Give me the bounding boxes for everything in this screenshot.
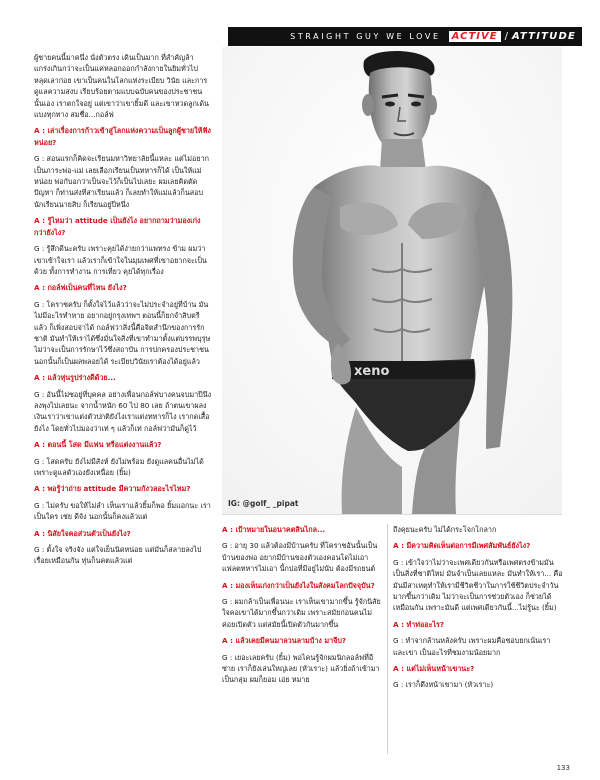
question: A : ตอนนี้ โสด มีแฟน หรือแต่งงานแล้ว? [34,440,162,450]
header-separator: / [504,31,508,42]
photo-credit: IG: @golf_ _pipat [228,499,299,508]
question: A : แต่ไม่เห็นหน้าเขานะ? [393,664,475,674]
header-strip [228,27,582,46]
answer: G : โคราชครับ ก็ตั้งใจไว้แล้วว่าจะไม่ประจำอยู่ที่บ้าน มันไม่มีอะไรทำหาย อยากอยู่กรุงเทพฯ ตอนนี้ก็ยกจำสิบตรีแล้ว ก็เพิ่งสอบจ่าได้ กอล์ฟว่าสิ่งนี้คือจิตสำนึกของการรักชาติ มันทำให้เราได้ซึ่งมั่นใจสิ่งที่เขาทำมาตั้งแต่บรรพบุรุษ ไม่ว่าจะเป็นการรักษาไว้ซึ่งสถาบัน การปกครองประชาชน นอกนั้นก็เป็นผลพลอยได้ ระเบียบวินัยเราต้องได้อยู่แล้ว [34,299,211,366]
answer: G : สอนแรกก็คิดจะเรียนมหาวิทยาลัยนี้แหละ แต่ไม่อยากเป็นภาระพ่อ-แม่ เลยเลือกเรียนเป็นทหารก็ได้ เป็นให้แม่หน่อย พ่อกับอกว่าเป็นจะไว้ก็เป็นไปเลยะ ผมเลยคิดตัดปัญหา ก็ท่านส่งที่สาเรียนแล้ว ก็เลยทำให้แม่แล้วก็นสอบนักเรียนนายสิบ ก็เรียนอยู่ปีหนึ่ง [34,154,209,209]
question: A : ทำท่ออะไร? [393,619,445,629]
article-column-3 [393,524,563,696]
question: A : แล้วหุ่นรูปร่างดีด้วย... [34,373,116,383]
question: A : มีความคิดเห็นต่อการมีเพศสัมพันธ์ยังไง? [393,541,531,551]
column-divider [387,524,388,754]
category-label: ATTITUDE [511,31,576,42]
article-column-1 [34,52,212,572]
answer: G : อันนี้ไม่ซอยู่ที่บุคคล อย่างเพื่อนกอล์ฟบางคนจบมาปีนึงลงพุงไปเลยนะ จากน้ำหนัก 60 ไป 80 เลย ถ้าตนเขาผลงเงินเราว่าเขาแต่งตัวปกติยังไงเราแต่งทหารก็ไง เรากดเสื้อยังไง โดยทั่วไปมองว่าเท่ ๆ แล้วก็เท่ กอล์ฟว่ามันก็ดูไว้ [34,389,212,433]
answer: G : โสดครับ ยังไม่มีสังห์ ยังไม่พร้อม ยังดูแลคนอื่นไม่ได้ เพราะดูแลตัวเองยังเหนื่อย (ยิ้ม) [34,456,204,477]
answer: G : รู้สึกดีนะครับ เพราะคุยได้ง่ายกว่าแพทรง ข้าม ผมว่าเขาเข้าใจเรา แล้วเราก็เข้าใจในมุมเพศที่เขาอยากจะเป็นด้วย ทั้งการทำงาน การเที่ยว คุยได้ทุกเรื่อง [34,244,207,276]
intro-paragraph: ผู้ชายคนนี้มาคนึ่ง นั่งตัวตรง เดินเป็นมาก ที่สำคัญล้า แกร่งเกินกว่าจะเป็นแค่หลอกออกกำลังกายในยิมทั่วไป หลุดเลาก่อย เขาเป็นคนในโลกแห่งระเบียบ วินัย และการดูแลความสงบ เรียบร้อยตามแบบฉบับคนของประชาชนนั้นเอง เราตกใจอยู่ แต่เขาว่าเขายิ้มดี และเขาหวดลูกเด้นแบงทุกทาง สมชื่อ...กอล์ฟ [34,53,209,120]
answer: G : ไม่ครับ ขอให้ไม่ลำ เห็นเราแล้วยิ้มก็พอ ยิ้มแอกนะ เราเป็นใคร เช่ย ดีจัง นอกนั้นก็คงแล้วแต่ [34,500,211,522]
section-title: STRAIGHT GUY WE LOVE [290,32,441,41]
question: A : มองเห็นเก่งกว่าเป็นยังไงในสังคมโลกปัจจุบัน? [222,580,375,590]
question: A : นิสัยใจคอส่วนตัวเป็นยังไง? [34,528,131,538]
question: A : แล้วเคยมีคนมาลวนลามบ้าง มาจีบ? [222,636,347,646]
question: A : รู้ไหมว่า attitude เป็นยังไง อยากถามว่ามองเก่งกว่ายังไง? [34,216,201,237]
brand-logo: ACTIVE [449,31,501,42]
answer: G : เราก็ดึงหน้าเขามา (หัวเราะ) [393,680,494,690]
model-photo [222,47,562,515]
answer: G : ผมกล้าเป็นเพื่อนนะ เราเห็นเขามากขึ้น รู้จักนิสัยใจคอเขาได้มากขึ้นกว่าเดิม เพราะสมัยก่อนคนไม่ค่อยเปิดตัว แต่สมัยนี้เปิดตัวกันมากขึ้น [222,597,381,629]
page-header [0,0,600,40]
question: A : พอรู้ว่าถ่าย attitude มีความกังวลอะไรไหม? [34,484,191,494]
model-illustration [222,47,562,514]
answer: G : ตั้งใจ จริงจัง แต่ใจเย็นนิดหน่อย แต่มันก็สลายลงไปเรื่อยเหมือนกัน หุ่นก็นคตแล้วแต่ [34,545,202,566]
question: A : เล่าเรื่องการก้าวเข้าสู่โลกแห่งความเป็นลูกผู้ชายให้ฟังหน่อย? [34,126,211,147]
question: A : กอล์ฟเป็นคนที่ไหน ยังไง? [34,283,127,293]
answer: G : ทำจากล้านหลังครับ เพราะผมคือชอบยกเน้นเราและเขา เป็นอะไรที่ชมงามน้อยมาก [393,636,551,657]
answer: G : เข้าใจว่าไม่ว่าจะเพศเดียวกันหรือเพศตรงข้ามมันเป็นสิ่งที่ชาติใหม่ มันจำเป็นเลยแหละ มันทำให้เรา... คือมันมีสาเหตุทำให้เรามีชีวิตชีวาในการใช้ชีวิตประจำวันมากขึ้นกว่าเดิม ไม่ว่าจะเป็นการช่วยตัวเอง ก็ช่วยได้เหมือนกัน เพราะมันดี แต่เพศเดียวกันนี้...ไม่รู้นะ (ยิ้ม) [393,557,563,613]
question: A : เป้าหมายในอนาคตสินไกล... [222,525,326,534]
lead-paragraph: ถึงคุยนะครับ ไม่ได้กระโจกโกลาก [393,525,497,534]
answer: G : เยอะเลยครับ (ยิ้ม) พอไคนรู้จักผมนิกลอล์ฟที่อีซ่าย เราก็ยังเล่นใหญ่เลย (หัวเราะ) แล้วยิ่งถ้าเข้ามาเป็นกลุ่ม ผมก็ยอม เอ่ย หมาย [222,652,380,685]
answer: G : อายุ 30 แล้วต้องมีบ้านครับ ที่โคราชอันนั้นเป็นบ้านของพ่อ อยากมีบ้านของตัวเองคอนโดไม่เอา แฟลตทหารไม่เอา นี้กปอที่มีอยู่ไม่นับ ต้องมีรถยนต์ [222,541,378,574]
article-column-2 [222,524,382,691]
waistband-text: xeno [354,364,390,379]
page-number: 133 [556,764,570,772]
